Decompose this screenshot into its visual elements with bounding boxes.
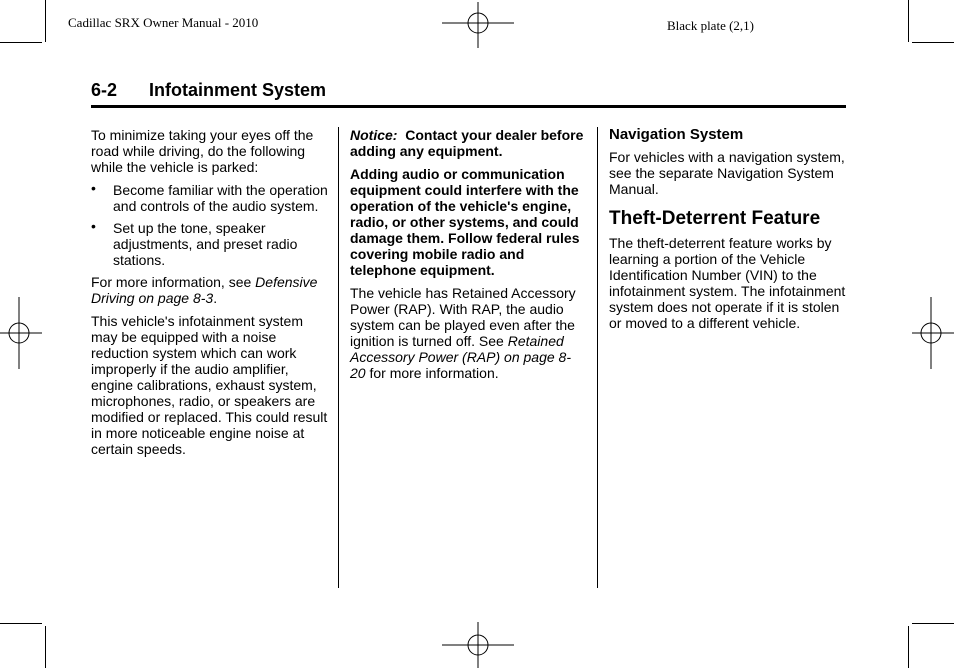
column-3 bbox=[609, 127, 849, 338]
navigation-paragraph: For vehicles with a navigation system, see the separate Navigation System Manual. bbox=[609, 149, 845, 197]
noise-reduction-paragraph: This vehicle's infotainment system may be equipped with a noise reduction system which can work improperly if the audio amplifier, engine calibrations, exhaust system, microphones, radio, or speakers are modified or replaced. This could result in more noticeable engine noise at certain speeds. bbox=[91, 313, 328, 457]
crop-mark-top-left-h bbox=[0, 42, 42, 43]
bullet-text: Become familiar with the operation and controls of the audio system. bbox=[113, 182, 328, 214]
section-number: 6-2 bbox=[91, 80, 118, 100]
crop-mark-top-right-h bbox=[912, 42, 954, 43]
bullet-icon: • bbox=[91, 180, 96, 196]
column-divider-2 bbox=[597, 127, 598, 588]
registration-target-left-icon bbox=[0, 297, 42, 369]
rap-prefix: The vehicle has Retained Accessory Power (RAP). With RAP, the audio system can be played even after the ignition is turned off. See bbox=[350, 285, 576, 349]
more-info-paragraph bbox=[91, 274, 331, 306]
rap-suffix: for more information. bbox=[365, 365, 499, 381]
rap-paragraph bbox=[350, 285, 586, 381]
crop-mark-bottom-right-h bbox=[912, 623, 954, 624]
crop-mark-bottom-left-h bbox=[0, 623, 42, 624]
section-header bbox=[91, 79, 846, 108]
registration-target-top-icon bbox=[442, 2, 514, 48]
list-item bbox=[91, 220, 331, 268]
notice-paragraph bbox=[350, 127, 586, 159]
intro-paragraph: To minimize taking your eyes off the road while driving, do the following while the vehicle is parked: bbox=[91, 127, 314, 175]
notice-label: Notice: bbox=[350, 127, 398, 143]
more-info-suffix: . bbox=[213, 290, 218, 306]
equipment-warning: Adding audio or communication equipment could interfere with the operation of the vehicle's engine, radio, or other systems, and could damage them. Follow federal rules covering mobile radio and telephone equipment. bbox=[350, 166, 580, 278]
list-item bbox=[91, 182, 331, 214]
theft-deterrent-paragraph: The theft-deterrent feature works by learning a portion of the Vehicle Identification Number (VIN) to the infotainment system. The infotainment system does not operate if it is stolen or moved to a different vehicle. bbox=[609, 235, 846, 331]
notice-text: Contact your dealer before adding any equipment. bbox=[350, 127, 588, 159]
print-header-manual-title: Cadillac SRX Owner Manual - 2010 bbox=[68, 15, 259, 30]
print-header-plate: Black plate (2,1) bbox=[667, 18, 754, 33]
crop-mark-bottom-right-v bbox=[908, 626, 909, 668]
crop-mark-top-left-v bbox=[45, 0, 46, 42]
registration-target-right-icon bbox=[912, 297, 954, 369]
defensive-driving-link[interactable]: Defensive Driving on page 8-3 bbox=[91, 274, 318, 306]
crop-mark-top-right-v bbox=[908, 0, 909, 42]
column-1 bbox=[91, 127, 331, 464]
column-divider-1 bbox=[338, 127, 339, 588]
column-2 bbox=[350, 127, 586, 388]
bullet-icon: • bbox=[91, 218, 96, 234]
theft-deterrent-heading: Theft-Deterrent Feature bbox=[609, 208, 821, 229]
navigation-heading: Navigation System bbox=[609, 126, 744, 143]
more-info-prefix: For more information, see bbox=[91, 274, 256, 290]
registration-target-bottom-icon bbox=[442, 622, 514, 668]
crop-mark-bottom-left-v bbox=[45, 626, 46, 668]
bullet-text: Set up the tone, speaker adjustments, and preset radio stations. bbox=[113, 220, 298, 268]
section-title: Infotainment System bbox=[149, 80, 327, 100]
rap-link[interactable]: Retained Accessory Power (RAP) on page 8-20 bbox=[350, 333, 571, 381]
